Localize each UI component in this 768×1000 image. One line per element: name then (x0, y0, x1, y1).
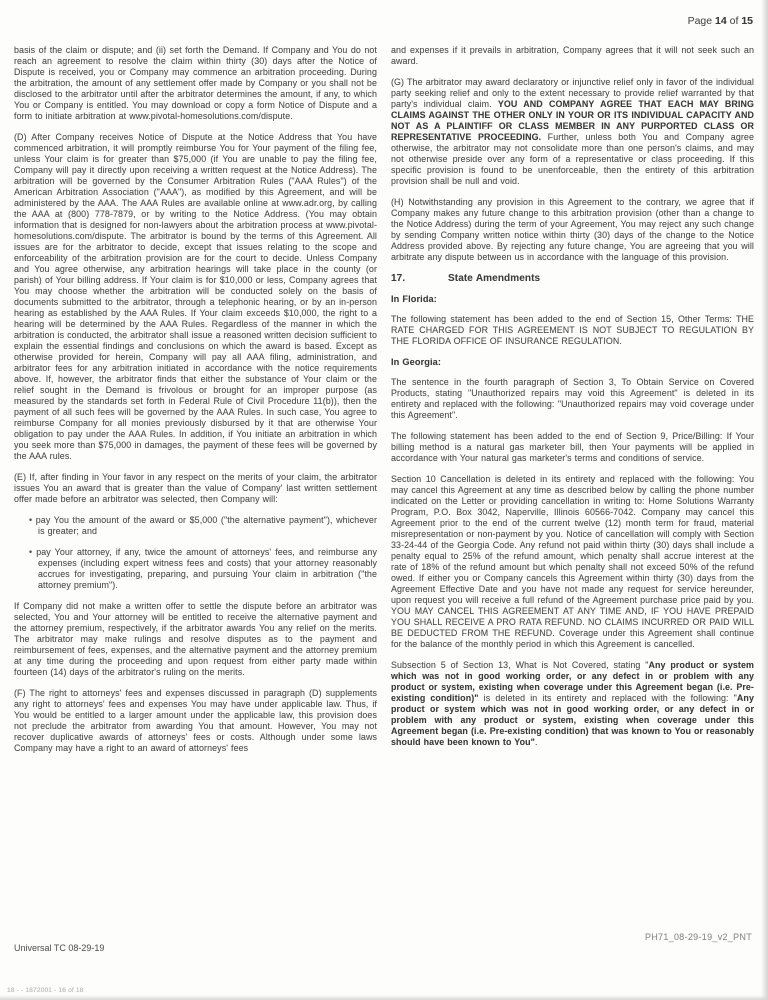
bold-text-run: YOU AND COMPANY AGREE THAT EACH MAY BRING CLAIMS AGAINST THE OTHER ONLY IN YOUR OR ITS INDIVIDUAL CAPACITY AND NOT AS A PLAINTIFF OR CLASS MEMBER IN ANY PURPORTED CLASS OR REPRESENTATIVE PROCEEDING. (391, 99, 754, 142)
paragraph-florida (391, 314, 754, 347)
paragraph-G (391, 77, 754, 187)
paragraph-E (14, 472, 377, 505)
page-number (688, 15, 753, 27)
bold-text-run: 15 (741, 15, 753, 27)
bold-text-run: Any product or system which was not in good working order, or any defect in or problem with any product or system, existing when coverage under this Agreement began (i.e. Pre-existing condition) that was known to You or reasonably should have been known to You" (391, 693, 754, 747)
text-run: (D) After Company receives Notice of Dispute at the Notice Address that You have commenced arbitration, it will promptly reimburse You for Your payment of the filing fee, unless Your claim is for greater than $75,000 (if You are unable to pay the filing fee, Company will pay it directly upon receiving a written request at the Notice Address). The arbitration will be governed by the Consumer Arbitration Rules ("AAA Rules") of the American Arbitration Association ("AAA"), as modified by this Agreement, and will be administered by the AAA. The AAA Rules are available online at www.adr.org, by calling the AAA at (800) 778-7879, or by writing to the Notice Address. (You may obtain information that is designed for non-lawyers about the arbitration process at www.pivotal-homesolutions.com/dispute. The arbitrator is bound by the terms of this Agreement. All issues are for the arbitrator to decide, except that issues relating to the scope and enforceability of the arbitration provision are for the court to decide. Unless Company and You agree otherwise, any arbitration hearings will take place in the county (or parish) of Your billing address. If Your claim is for $10,000 or less, Company agrees that You may choose whether the arbitration will be conducted solely on the basis of documents submitted to the arbitrator, through a telephonic hearing, or by an in-person hearing as established by the AAA Rules. If Your claim exceeds $10,000, the right to a hearing will be determined by the AAA Rules. Regardless of the manner in which the arbitration is conducted, the arbitrator shall issue a reasoned written decision sufficient to explain the essential findings and conclusions on which the award is based. Except as otherwise provided for herein, Company will pay all AAA filing, administration, and arbitrator fees for any arbitration initiated in accordance with the notice requirements above. If, however, the arbitrator finds that either the substance of Your claim or the relief sought in the Demand is frivolous or brought for an improper purpose (as measured by the standards set forth in Federal Rule of Civil Procedure 11(b)), then the payment of all such fees will be governed by the AAA Rules. In such case, You agree to reimburse Company for all monies previously disbursed by it that are otherwise Your obligation to pay under the AAA Rules. In addition, if You initiate an arbitration in which you seek more than $75,000 in damages, the payment of these fees will be governed by the AAA rules. (14, 132, 377, 461)
bold-text-run: In Florida: (391, 294, 437, 304)
text-run: The sentence in the fourth paragraph of Section 3, To Obtain Service on Covered Products, stating "Unauthorized repairs may void this Agreement" is deleted in its entirety and replaced with the following: "Unauthorized repairs may void coverage under this Agreement". (391, 377, 754, 420)
section-17-heading (391, 273, 754, 284)
text-run: Subsection 5 of Section 13, What is Not Covered, stating " (391, 660, 649, 670)
section-title: State Amendments (448, 273, 541, 284)
footer-version-code: PH71_08-29-19_v2_PNT (644, 932, 752, 942)
bullet-alternative-payment (14, 515, 377, 537)
paragraph-F (14, 688, 377, 754)
text-run: • pay Your attorney, if any, twice the amount of attorneys' fees, and reimburse any expenses (including expert witness fees and costs) that your attorney reasonably accrues for investigating, preparing, and pursuing Your claim in arbitration ("the attorney premium"). (29, 547, 377, 590)
footer-document-code: Universal TC 08-29-19 (14, 943, 105, 953)
subheading-florida (391, 294, 754, 305)
text-run: and expenses if it prevails in arbitration, Company agrees that it will not seek such an award. (391, 45, 754, 66)
text-run: If Company did not make a written offer to settle the dispute before an arbitrator was selected, You and Your attorney will be entitled to receive the alternative payment and the attorney premium, respectively, if the arbitrator awards You any relief on the merits. The arbitrator may make rulings and resolve disputes as to the payment and reimbursement of fees, expenses, and the alternative payment and the attorney premium at any time during the proceeding and upon request from either party made within fourteen (14) days of the arbitrator's ruling on the merits. (14, 601, 377, 677)
text-run: is deleted in its entirety and replaced with the following: " (478, 693, 737, 703)
right-column (391, 45, 754, 758)
subheading-georgia (391, 357, 754, 368)
paragraph-H (391, 197, 754, 263)
text-run: The following statement has been added to the end of Section 9, Price/Billing: If Your billing method is a natural gas marketer bill, then Your payments will be applied in accordance with Your natural gas marketer's terms and conditions of service. (391, 431, 754, 463)
text-run: . (535, 737, 538, 747)
text-run: (H) Notwithstanding any provision in this Agreement to the contrary, we agree that if Company makes any future change to this arbitration provision (other than a change to the Notice Address) during the term of your Agreement, You may reject any such change by sending Company written notice within thirty (30) days of the change to the Notice Address provided above. By rejecting any future change, You are agreeing that you will arbitrate any dispute between us in accordance with the language of this provision. (391, 197, 754, 262)
bold-text-run: 14 (715, 15, 727, 27)
text-run: (G) The arbitrator may award declaratory or injunctive relief only in favor of the individual party seeking relief and only to the extent necessary to provide relief warranted by that party's individual claim. (391, 77, 754, 109)
paragraph-georgia-section3 (391, 377, 754, 421)
text-run: (E) If, after finding in Your favor in any respect on the merits of your claim, the arbitrator issues You an award that is greater than the value of Company' last written settlement offer made before an arbitrator was selected, then Company will: (14, 472, 377, 504)
paragraph-D (14, 132, 377, 462)
text-run: basis of the claim or dispute; and (ii) set forth the Demand. If Company and You do not reach an agreement to resolve the claim within thirty (30) days after the Notice of Dispute is received, you or Company may commence an arbitration proceeding. During the arbitration, the amount of any settlement offer made by Company or you shall not be disclosed to the arbitrator until after the arbitrator determines the amount, if any, to which You or Company is entitled. You may download or copy a form Notice of Dispute and a form to initiate arbitration at www.pivotal-homesolutions.com/dispute. (14, 45, 377, 121)
page-edge-right (761, 0, 768, 1000)
bold-text-run: In Georgia: (391, 357, 441, 367)
text-run: of (726, 15, 742, 27)
scan-artifact-text: 18 - - 1872001 - 16 of 18 (7, 987, 84, 994)
paragraph-notice-of-dispute (14, 45, 377, 122)
text-run: Page (687, 15, 716, 27)
text-run: Section 10 Cancellation is deleted in its entirety and replaced with the following: You may cancel this Agreement at any time as described below by calling the phone number indicated on the Letter or providing cancellation in writing to: Home Solutions Warranty Program, P.O. Box 3042, Naperville, Illinois 60566-7042. Company may cancel this Agreement prior to the end of the current twelve (12) month term for fraud, material misrepresentation or non-payment by you. Notice of cancellation will comply with Section 33-24-44 of the Georgia Code. Any refund not paid within thirty (30) days shall include a penalty equal to 25% of the refund amount, which penalty shall accrue interest at the rate of 18% of the refund amount but which penalty shall not exceed 50% of the refund owed. If either you or Company cancels this Agreement within thirty (30) days from the Agreement Effective Date and you have not made any request for service hereunder, upon request you will receive a full refund of the Agreement purchase price paid by you. YOU MAY CANCEL THIS AGREEMENT AT ANY TIME AND, IF YOU HAVE PREPAID YOU SHALL RECEIVE A PRO RATA REFUND. NO CLAIMS INCURRED OR PAID WILL BE DEDUCTED FROM THE REFUND. Coverage under this Agreement shall continue for the balance of the monthly period in which this Agreement is cancelled. (391, 474, 754, 649)
bullet-attorney-premium (14, 547, 377, 591)
paragraph-georgia-subsection5 (391, 660, 754, 748)
paragraph-georgia-section10 (391, 474, 754, 650)
text-run: (F) The right to attorneys' fees and expenses discussed in paragraph (D) supplements any right to attorneys' fees and expenses You may have under applicable law. Thus, if You would be entitled to a larger amount under the applicable law, this provision does not preclude the arbitrator from awarding You that amount. However, You may not recover duplicative awards of attorneys' fees or costs. Although under some laws Company may have a right to an award of attorneys' fees (14, 688, 377, 753)
bold-text-run: Any product or system which was not in good working order, or any defect in or problem with any product or system, existing when coverage under this Agreement began (i.e. Pre-existing condition)" (391, 660, 754, 703)
page-edge-bottom (0, 995, 768, 1000)
text-run: • pay You the amount of the award or $5,000 ("the alternative payment"), whichever is greater; and (29, 515, 377, 536)
text-run: Further, unless both You and Company agree otherwise, the arbitrator may not consolidate more than one person's claims, and may not otherwise preside over any form of a representative or class proceeding. If this specific provision is found to be unenforceable, then the entirety of this arbitration provision shall be null and void. (391, 132, 754, 186)
paragraph-georgia-section9 (391, 431, 754, 464)
left-column (14, 45, 377, 764)
paragraph-no-award (391, 45, 754, 67)
paragraph-no-written-offer (14, 601, 377, 678)
text-run: The following statement has been added to the end of Section 15, Other Terms: THE RATE CHARGED FOR THIS AGREEMENT IS NOT SUBJECT TO REGULATION BY THE FLORIDA OFFICE OF INSURANCE REGULATION. (391, 314, 754, 346)
section-number: 17. (391, 273, 406, 284)
